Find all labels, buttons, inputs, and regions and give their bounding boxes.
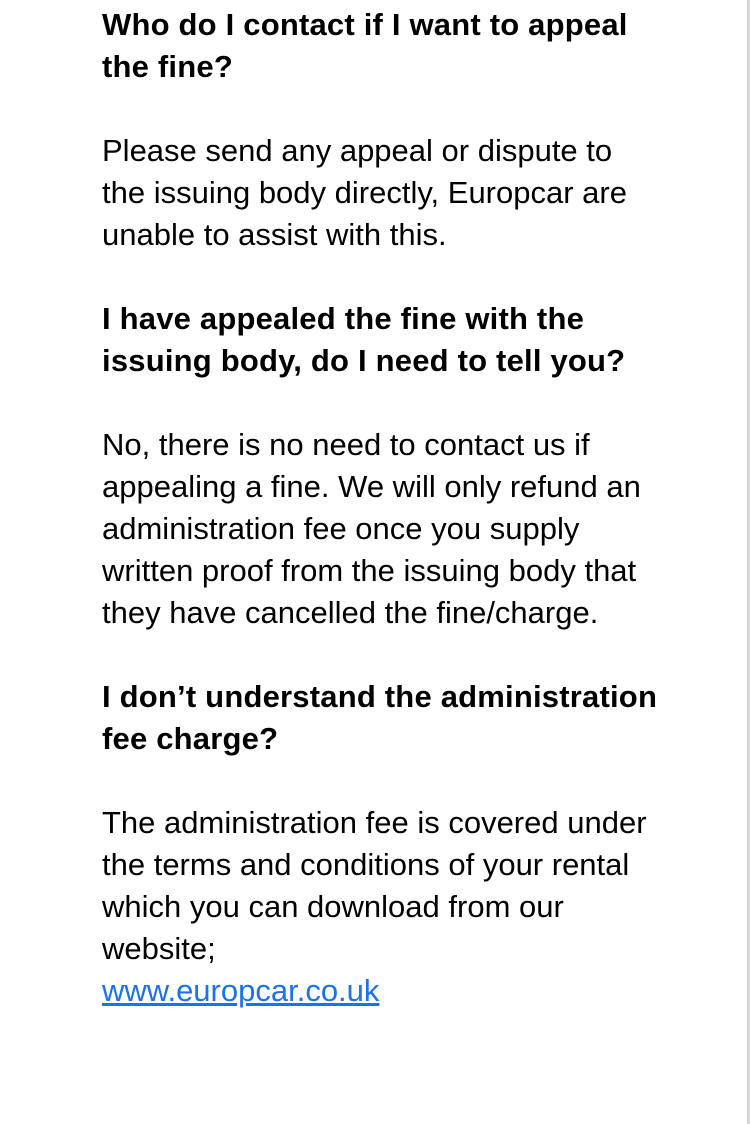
- faq-question-2: I have appealed the fine with the issuing body, do I need to tell you?: [102, 301, 626, 378]
- faq-question-1: Who do I contact if I want to appeal the fine?: [102, 7, 628, 84]
- faq-answer-1: Please send any appeal or dispute to the issuing body directly, Europcar are unable to assist with this.: [102, 133, 627, 252]
- faq-answer-3-block: [102, 802, 662, 1012]
- faq-content: [102, 4, 662, 1054]
- faq-answer-3: The administration fee is covered under the terms and conditions of your rental which you can download from our website;: [102, 805, 647, 966]
- faq-question-3: I don’t understand the administration fee charge?: [102, 679, 658, 756]
- faq-answer-2: No, there is no need to contact us if appealing a fine. We will only refund an administration fee once you supply written proof from the issuing body that they have cancelled the fine/charge.: [102, 427, 641, 630]
- europcar-website-link[interactable]: www.europcar.co.uk: [102, 973, 380, 1008]
